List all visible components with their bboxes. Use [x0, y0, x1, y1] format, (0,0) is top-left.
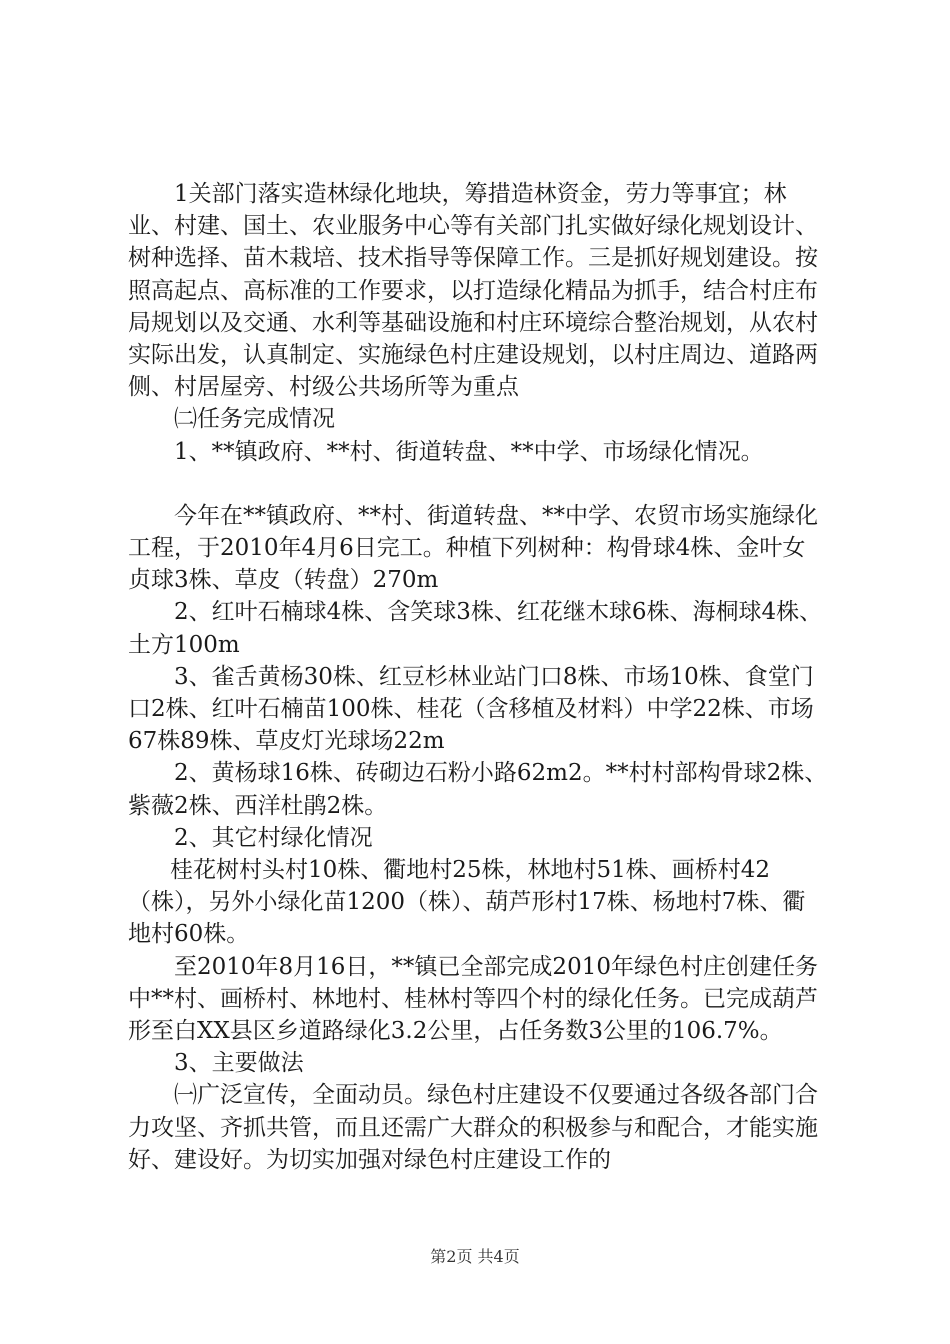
paragraph-planning: 1关部门落实造林绿化地块，筹措造林资金，劳力等事宜；林业、村建、国土、农业服务中心等有关部门扎实做好绿化规划设计、树种选择、苗木栽培、技术指导等保障工作。三是抓好规划建设。按照高起点、高标准的工作要求，以打造绿化精品为抓手，结合村庄布局规划以及交通、水利等基础设施和村庄环境综合整治规划，从农村实际出发，认真制定、实施绿色村庄建设规划，以村庄周边、道路两侧、村居屋旁、村级公共场所等为重点	[128, 181, 818, 401]
heading-main-methods: 3、主要做法	[174, 1050, 304, 1077]
item-paths: 2、黄杨球16株、砖砌边石粉小路62m2。**村村部构骨球2株、紫薇2株、西洋杜鹃2株。	[128, 760, 828, 819]
document-body	[128, 178, 828, 1176]
paragraph-publicity: ㈠广泛宣传，全面动员。绿色村庄建设不仅要通过各级各部门合力攻坚、齐抓共管，而且还需广大群众的积极参与和配合，才能实施好、建设好。为切实加强对绿色村庄建设工作的	[128, 1082, 818, 1173]
paragraph-greening-project: 今年在**镇政府、**村、街道转盘、**中学、农贸市场实施绿化工程，于2010年4月6日完工。种植下列树种：构骨球4株、金叶女贞球3株、草皮（转盘）270m	[128, 502, 818, 594]
item-trees: 3、雀舌黄杨30株、红豆杉林业站门口8株、市场10株、食堂门口2株、红叶石楠苗100株、桂花（含移植及材料）中学22株、市场67株89株、草皮灯光球场22m	[128, 663, 814, 755]
heading-task-completion: ㈡任务完成情况	[174, 406, 335, 433]
item-town-greening: 1、**镇政府、**村、街道转盘、**中学、市场绿化情况。	[174, 438, 764, 465]
paragraph-other-villages: 桂花树村头村10株、衢地村25株，林地村51株、画桥村42（株），另外小绿化苗1200（株）、葫芦形村17株、杨地村7株、衢地村60株。	[128, 857, 806, 948]
paragraph-progress: 至2010年8月16日，**镇已全部完成2010年绿色村庄创建任务中**村、画桥村、林地村、桂林村等四个村的绿化任务。已完成葫芦形至白XX县区乡道路绿化3.2公里，占任务数3公里的106.7%。	[128, 953, 818, 1045]
page-number-footer: 第2页 共4页	[430, 1247, 520, 1266]
heading-other-villages: 2、其它村绿化情况	[174, 824, 373, 851]
item-shrubs: 2、红叶石楠球4株、含笑球3株、红花继木球6株、海桐球4株、土方100m	[128, 599, 823, 658]
blank-line	[128, 468, 828, 500]
